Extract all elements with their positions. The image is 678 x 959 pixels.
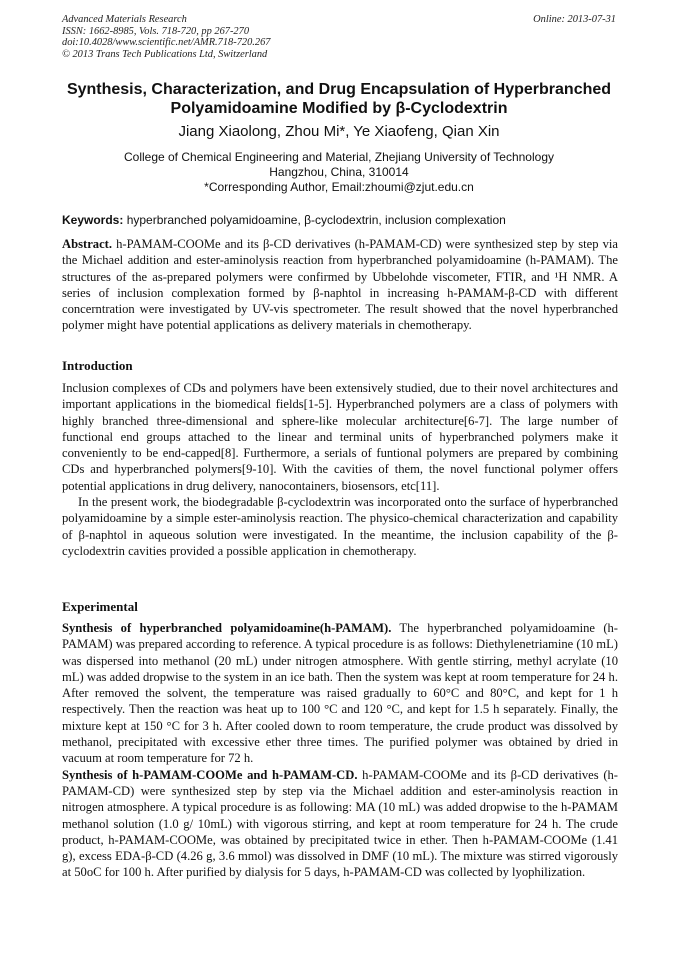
- section-2-text: h-PAMAM-COOMe and its β-CD derivatives (h-PAMAM-CD) were synthesized step by step via the Michael addition and ester-aminolysis reaction in nitrogen atmosphere. A typical procedure is as following: MA (10 mL) was added dropwise to the h-PAMAM methanol solution (1.0 g/ 10mL) with vigorous stirring, and kept at room temperature for 24 h. The crude product, h-PAMAM-COOMe, was obtained by precipitated twice in ether. Then h-PAMAM-COOMe (1.41 g), excess EDA-β-CD (4.26 g, 3.6 mmol) was dissolved in DMF (10 mL). The mixture was stirred vigorously at 50oC for 100 h. After purified by dialysis for 5 days, h-PAMAM-CD was collected by lyophilization.: [62, 767, 619, 880]
- issn-line: ISSN: 1662-8985, Vols. 718-720, pp 267-270: [62, 25, 250, 37]
- introduction-body: [62, 380, 618, 559]
- experimental-heading: Experimental: [62, 599, 138, 614]
- journal-name: Advanced Materials Research: [62, 14, 187, 25]
- introduction-paragraph-1: Inclusion complexes of CDs and polymers have been extensively studied, due to their novel architectures and important applications in the biomedical fields[1-5]. Hyperbranched polymers are a class of polymers with highly branched three-dimensional and sphere-like molecular architecture[6-7]. The large number of functional end groups attached to the linear and terminal units of hyperbranched polymers make it conveniently to be end-capped[8]. Furthermore, a serials of funtional polymers are prepared by combining CDs and hyperbranched polymers[9-10]. With the cavities of them, the novel functional polymer offers potential applications in drug delivery, nanocontainers, biosensors, etc[11].: [62, 381, 618, 493]
- experimental-section-2: [62, 767, 618, 881]
- title-line-2: Polyamidoamine Modified by β-Cyclodextrin: [170, 100, 508, 117]
- introduction-paragraph-2: In the present work, the biodegradable β-cyclodextrin was incorporated onto the surface of hyperbranched polyamidoamine by a simple ester-aminolysis reaction. The physico-chemical characterization and capability of β-naphtol in aqueous solution were investigated. In the meantime, the inclusion capability of the β-cyclodextrin cavities provided a possible application in chemotherapy.: [62, 495, 618, 558]
- abstract-text: h-PAMAM-COOMe and its β-CD derivatives (h-PAMAM-CD) were synthesized step by step via the Michael addition and ester-aminolysis reaction from hyperbranched polyamidoamine (h-PAMAM). The structures of the as-prepared polymers were confirmed by Ubbelohde viscometer, FTIR, and ¹H NMR. A series of inclusion complexation formed by β-naphtol in increasing h-PAMAM-β-CD with different concerntration were investigated by UV-vis spectrometer. The result showed that the novel hyperbranched polymer might have potential applications as delivery materials in chemotherapy.: [62, 237, 618, 333]
- introduction-heading: Introduction: [62, 358, 133, 373]
- affiliation-line-1: College of Chemical Engineering and Material, Zhejiang University of Technology: [123, 150, 554, 164]
- keywords: [62, 213, 618, 228]
- corresponding-author: *Corresponding Author, Email:zhoumi@zjut.edu.cn: [204, 180, 474, 194]
- experimental-section-1: [62, 620, 618, 767]
- keywords-text: hyperbranched polyamidoamine, β-cyclodextrin, inclusion complexation: [123, 213, 506, 227]
- journal-header: [62, 14, 616, 60]
- affiliation-line-2: Hangzhou, China, 310014: [269, 165, 409, 179]
- section-1-text: The hyperbranched polyamidoamine (h-PAMAM) was prepared according to reference. A typical procedure is as follows: Diethylenetriamine (10 mL) was dispersed into methanol (20 mL) under nitrogen atmosphere. With gentle stirring, methyl acrylate (10 mL) was added dropwise to the system in an ice bath. Then the system was kept at room temperature for 24 h. After removed the solvent, the temperature was raised gradually to 60°C and 80°C, and kept for 1 h respectively. Then the reaction was heat up to 100 °C and 120 °C, and kept for 1.5 h separately. Finally, the mixture kept at 150 °C for 3 h. After cooled down to room temperature, the crude product was dissolved by methanol, precipitated with excessive ether three times. The purified polymer was obtained by dried in vacuum at room temperature for 72 h.: [62, 621, 618, 766]
- paper-title: [40, 80, 638, 118]
- affiliation: [40, 150, 638, 195]
- abstract: [62, 236, 618, 334]
- title-line-1: Synthesis, Characterization, and Drug Encapsulation of Hyperbranched: [66, 81, 612, 98]
- copyright-line: © 2013 Trans Tech Publications Ltd, Switzerland: [62, 48, 268, 60]
- experimental-body: [62, 620, 618, 881]
- section-1-label: Synthesis of hyperbranched polyamidoamine(h-PAMAM).: [62, 621, 392, 635]
- keywords-label: Keywords:: [62, 213, 124, 227]
- abstract-label: Abstract.: [62, 237, 113, 251]
- author-list: Jiang Xiaolong, Zhou Mi*, Ye Xiaofeng, Qian Xin: [178, 123, 500, 140]
- online-date: Online: 2013-07-31: [533, 14, 616, 25]
- section-2-label: Synthesis of h-PAMAM-COOMe and h-PAMAM-CD.: [62, 767, 358, 782]
- doi-line: doi:10.4028/www.scientific.net/AMR.718-720.267: [62, 37, 271, 49]
